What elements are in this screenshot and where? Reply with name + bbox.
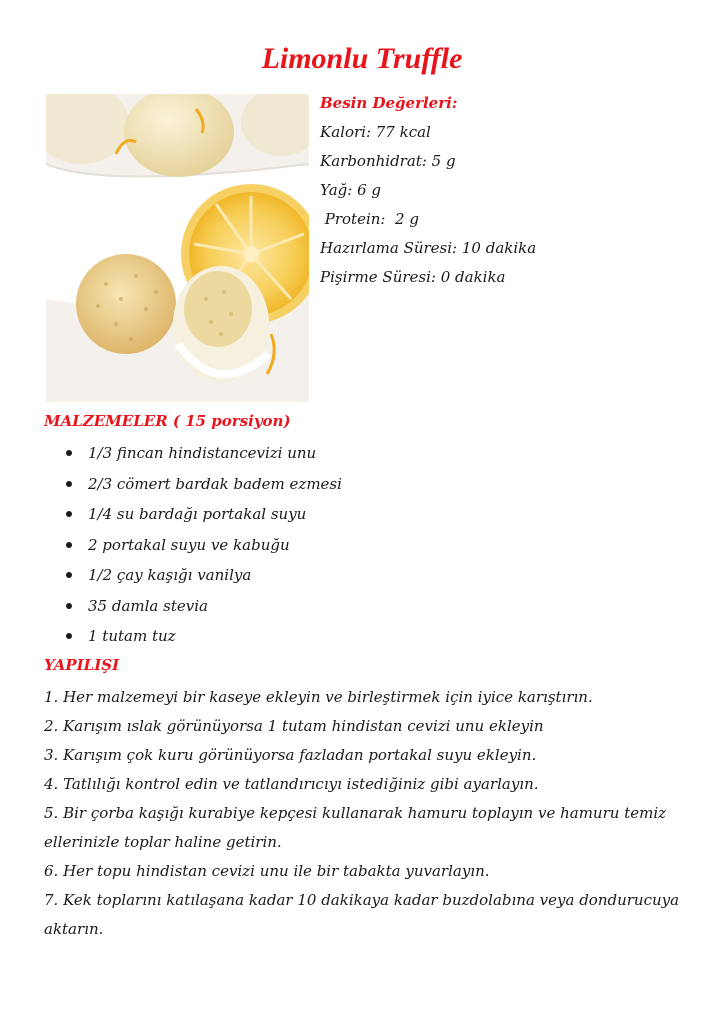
nutrition-fat: Yağ: 6 g xyxy=(320,181,382,199)
nutrition-calories: Kalori: 77 kcal xyxy=(320,123,431,141)
step-item: 6. Her topu hindistan cevizi unu ile bir tabakta yuvarlayın. xyxy=(44,862,490,880)
ingredient-text: 1/3 fincan hindistancevizi unu xyxy=(88,444,317,462)
step-item: 2. Karışım ıslak görünüyorsa 1 tutam hindistan cevizi unu ekleyin xyxy=(44,717,544,735)
step-item: 4. Tatlılığı kontrol edin ve tatlandırıcıyı istediğiniz gibi ayarlayın. xyxy=(44,775,539,793)
ingredients-heading: MALZEMELER ( 15 porsiyon) xyxy=(44,412,291,430)
list-item xyxy=(44,563,342,594)
step-item: 5. Bir çorba kaşığı kurabiye kepçesi kullanarak hamuru toplayın ve hamuru temiz ellerinizle toplar haline getirin. xyxy=(44,804,667,851)
bullet-icon xyxy=(66,572,72,578)
nutrition-heading: Besin Değerleri: xyxy=(320,94,458,112)
ingredient-text: 1 tutam tuz xyxy=(88,627,176,645)
step-item: 3. Karışım çok kuru görünüyorsa fazladan portakal suyu ekleyin. xyxy=(44,746,537,764)
bullet-icon xyxy=(66,481,72,487)
ingredient-text: 2 portakal suyu ve kabuğu xyxy=(88,535,290,554)
ingredient-text: 2/3 cömert bardak badem ezmesi xyxy=(88,474,342,493)
page-title: Limonlu Truffle xyxy=(261,42,463,75)
nutrition-carbs: Karbonhidrat: 5 g xyxy=(320,152,456,170)
nutrition-protein: Protein: 2 g xyxy=(320,210,419,228)
list-item xyxy=(44,502,342,533)
step-item: 1. Her malzemeyi bir kaseye ekleyin ve birleştirmek için iyice karıştırın. xyxy=(44,688,593,706)
bullet-icon xyxy=(66,511,72,517)
ingredient-text: 35 damla stevia xyxy=(88,596,208,615)
bullet-icon xyxy=(66,603,72,609)
ingredient-text: 1/4 su bardağı portakal suyu xyxy=(88,505,307,523)
list-item xyxy=(44,472,342,503)
list-item xyxy=(44,441,342,472)
nutrition-prep-time: Hazırlama Süresi: 10 dakika xyxy=(320,239,537,257)
bullet-icon xyxy=(66,542,72,548)
nutrition-cook-time: Pişirme Süresi: 0 dakika xyxy=(320,268,506,286)
recipe-photo xyxy=(46,94,309,402)
steps-list xyxy=(44,683,694,944)
ingredient-text: 1/2 çay kaşığı vanilya xyxy=(88,566,252,584)
ingredients-list xyxy=(44,441,342,655)
list-item xyxy=(44,594,342,625)
nutrition-panel xyxy=(320,92,700,295)
steps-heading: YAPILIŞI xyxy=(44,656,120,674)
bullet-icon xyxy=(66,633,72,639)
list-item xyxy=(44,533,342,564)
step-item: 7. Kek toplarını katılaşana kadar 10 dakikaya kadar buzdolabına veya dondurucuya aktarın. xyxy=(44,891,680,938)
list-item xyxy=(44,624,342,655)
bullet-icon xyxy=(66,450,72,456)
